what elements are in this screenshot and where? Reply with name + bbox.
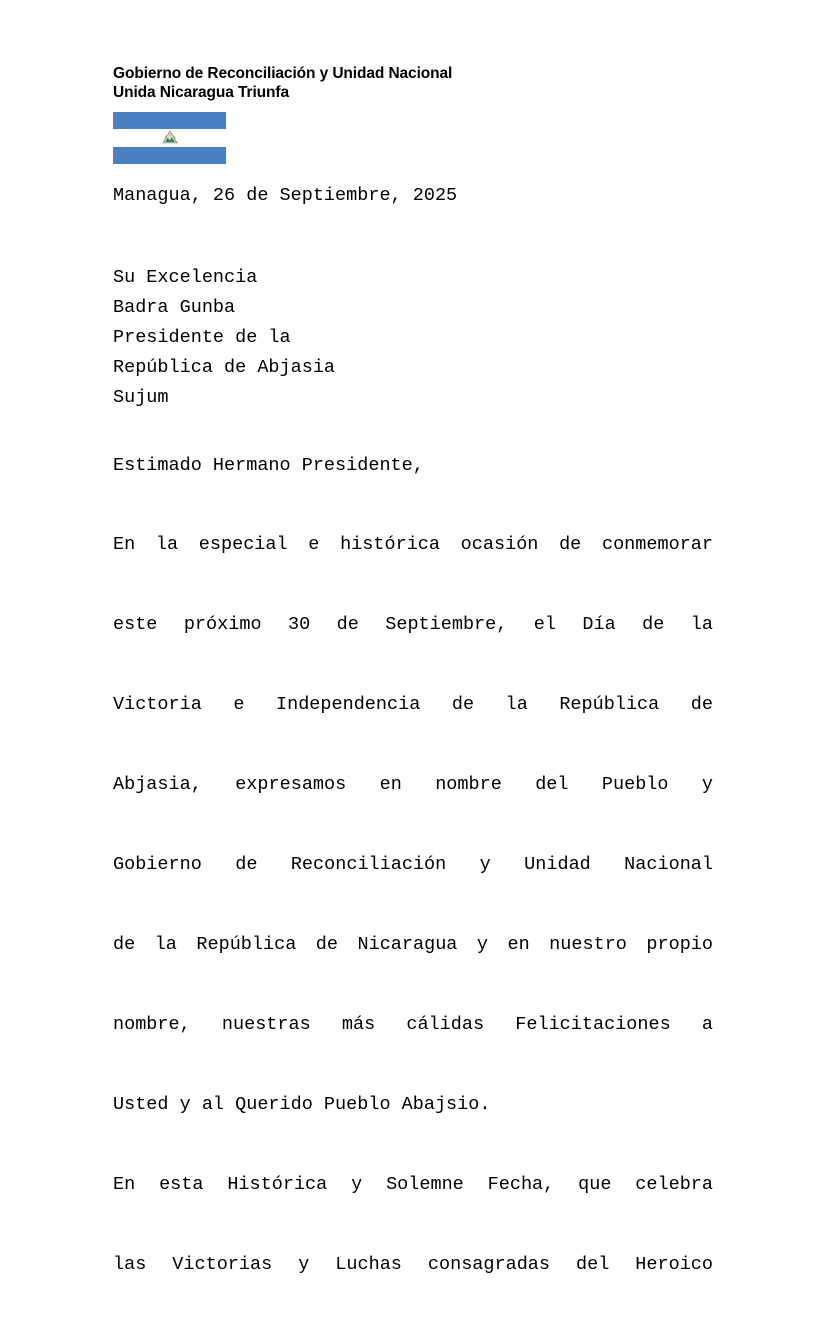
flag-band-top [113,112,226,129]
letter-body [113,181,713,1325]
addressee-line: Sujum [113,387,169,408]
letterhead-line-2: Unida Nicaragua Triunfa [113,84,289,101]
paragraph-line: las Victorias y Luchas consagradas del Heroico [113,1254,713,1275]
addressee-block [113,263,713,413]
addressee-line: Presidente de la [113,327,291,348]
addressee-line: República de Abjasia [113,357,336,378]
addressee-line: Badra Gunba [113,297,236,318]
paragraph-line: Abjasia, expresamos en nombre del Pueblo y [113,774,713,795]
paragraph-line: Usted y al Querido Pueblo Abajsio. [113,1094,491,1115]
letterhead-line-1: Gobierno de Reconciliación y Unidad Nacional [113,65,453,82]
paragraph-line: de la República de Nicaragua y en nuestro propio [113,934,713,955]
paragraph-line: En esta Histórica y Solemne Fecha, que celebra [113,1174,713,1195]
letter-paragraph-1 [113,525,713,1125]
paragraph-line: En la especial e histórica ocasión de conmemorar [113,534,713,555]
date-line: Managua, 26 de Septiembre, 2025 [113,185,458,206]
nicaragua-coat-of-arms-icon [161,129,178,146]
letter-paragraph-2 [113,1165,713,1325]
salutation: Estimado Hermano Presidente, [113,455,424,476]
nicaragua-flag-icon [113,112,226,164]
paragraph-line: nombre, nuestras más cálidas Felicitaciones a [113,1014,713,1035]
addressee-line: Su Excelencia [113,267,258,288]
paragraph-line: Gobierno de Reconciliación y Unidad Nacional [113,854,713,875]
paragraph-line: este próximo 30 de Septiembre, el Día de la [113,614,713,635]
flag-band-bottom [113,147,226,164]
letterhead [113,64,733,102]
paragraph-line: Victoria e Independencia de la República de [113,694,713,715]
